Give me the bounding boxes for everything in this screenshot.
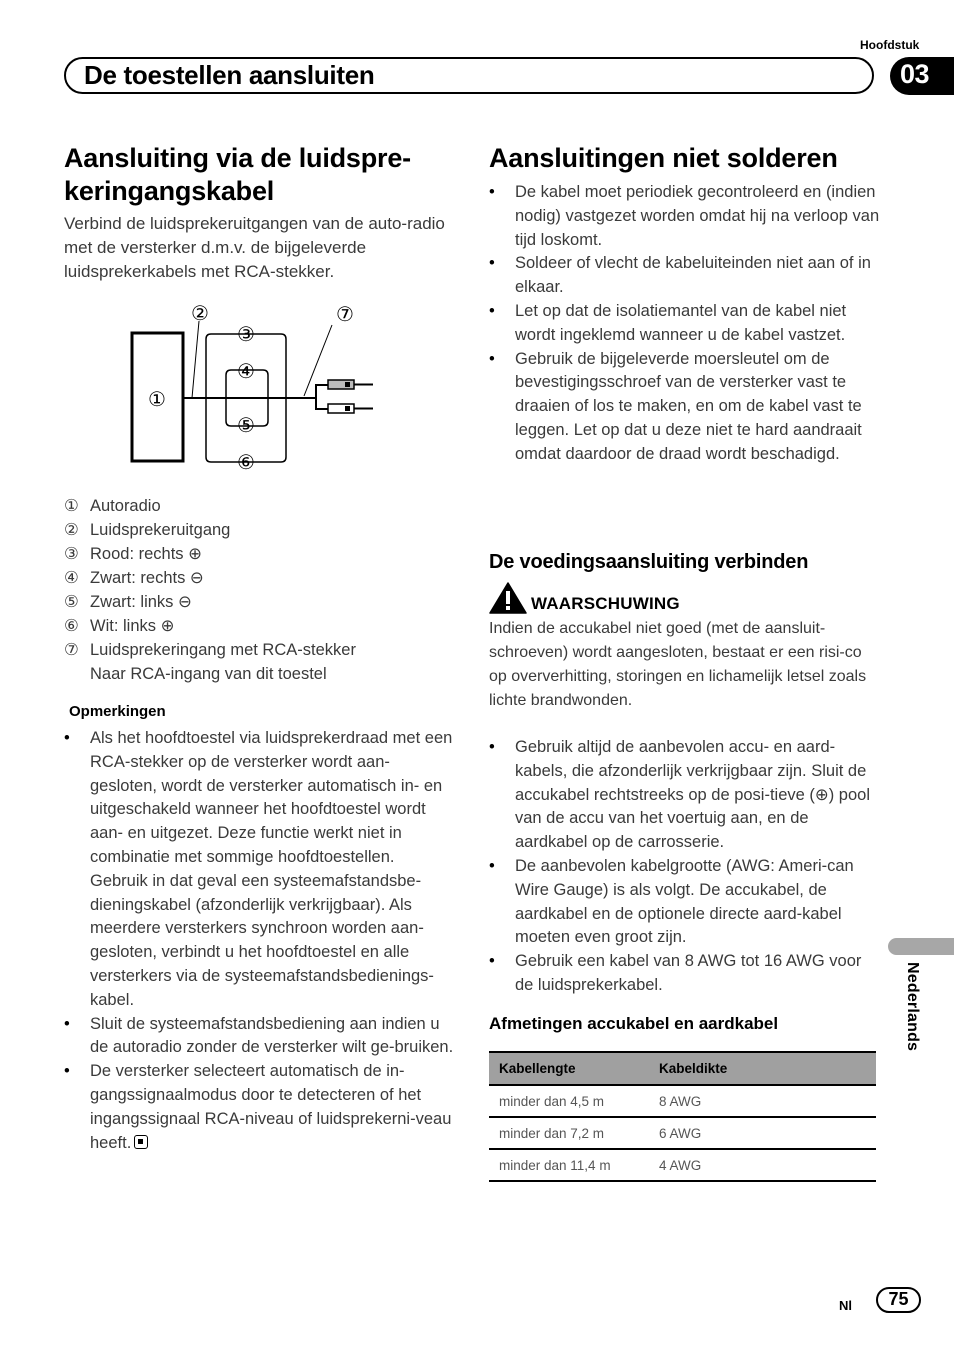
bullet-item: • Gebruik een kabel van 8 AWG tot 16 AWG voor de luidsprekerkabel.	[489, 950, 881, 998]
callout-7: ⑦	[336, 302, 354, 326]
bullet-item: • De kabel moet periodiek gecontroleerd en (indien nodig) vastgezet worden omdat hij na verloop van tijd loskomt.	[489, 181, 881, 252]
legend-item: ⑤ Zwart: links ⊖	[64, 593, 192, 611]
cell-thickness: 4 AWG	[649, 1149, 876, 1181]
cell-length: minder dan 7,2 m	[489, 1117, 649, 1149]
table-row	[489, 1117, 876, 1149]
soldering-bullets	[489, 181, 881, 467]
bullet-item: • De aanbevolen kabelgrootte (AWG: Ameri-can Wire Gauge) is als volgt. De accukabel, de aardkabel en de optionele directe aard-kabel moeten even groot zijn.	[489, 855, 881, 950]
cell-thickness: 8 AWG	[649, 1085, 876, 1117]
legend-item: ③ Rood: rechts ⊕	[64, 545, 202, 563]
bullet-item: • Gebruik de bijgeleverde moersleutel om de bevestigingsschroef van de versterker vast te draaien of los te maken, en om de kabel vast te leggen. Let op dat u deze niet te hard aandraait omdat daardoor de draad wordt beschadigd.	[489, 348, 881, 467]
footer-language-code: Nl	[839, 1298, 852, 1313]
end-of-section-icon	[134, 1135, 148, 1149]
warning-label: WAARSCHUWING	[531, 594, 680, 613]
callout-2-leader	[192, 321, 199, 398]
column-header-thickness: Kabeldikte	[649, 1052, 876, 1085]
cell-length: minder dan 4,5 m	[489, 1085, 649, 1117]
warning-header	[489, 582, 680, 614]
language-label: Nederlands	[904, 962, 921, 1052]
power-bullets	[489, 736, 881, 998]
right-section-heading: Aansluitingen niet solderen	[489, 143, 838, 173]
rca-plug-white	[328, 404, 354, 413]
legend-item: ⑥ Wit: links ⊕	[64, 617, 175, 635]
table-row	[489, 1149, 876, 1181]
bullet-item: • Soldeer of vlecht de kabeluiteinden niet aan of in elkaar.	[489, 252, 881, 300]
legend-item: ① Autoradio	[64, 497, 161, 515]
notes-list	[64, 727, 456, 1155]
cell-thickness: 6 AWG	[649, 1117, 876, 1149]
bullet-item: • Gebruik altijd de aanbevolen accu- en aard-kabels, die afzonderlijk verkrijgbaar zijn. Sluit de accukabel rechtstreeks op de posi-tieve (⊕) pool van de accu van het voertuig aan, en de aardkabel op de carrosserie.	[489, 736, 881, 855]
intro-paragraph: Verbind de luidsprekeruitgangen van de auto-radio met de versterker d.m.v. de bijgeleverde luidsprekerkabels met RCA-stekker.	[64, 214, 445, 281]
callout-3: ③	[237, 322, 255, 346]
section-title: De toestellen aansluiten	[84, 60, 375, 90]
callout-5: ⑤	[237, 413, 255, 437]
legend-item: ② Luidsprekeruitgang	[64, 521, 231, 539]
page-number: 75	[876, 1287, 921, 1313]
warning-triangle-icon	[489, 582, 527, 614]
chapter-number: 03	[900, 59, 930, 89]
power-connection-heading: De voedingsaansluiting verbinden	[489, 551, 809, 573]
chapter-label: Hoofdstuk	[860, 38, 920, 52]
note-item: • Sluit de systeemafstandsbediening aan indien u de autoradio zonder de versterker wilt ge-bruiken.	[64, 1013, 456, 1061]
language-tab	[888, 938, 954, 955]
cable-size-table	[489, 1051, 876, 1182]
callout-2: ②	[191, 301, 209, 325]
note-item: • Als het hoofdtoestel via luidsprekerdraad met een RCA-stekker op de versterker wordt aan-gesloten, wordt de versterker automatisch in- en uitgeschakeld wanneer het hoofdtoestel wordt aan- en uitgezet. Deze functie werkt niet in combinatie met sommige hoofdtoestellen. Gebruik in dat geval een systeemafstandsbe-dieningskabel (afzonderlijk verkrijgbaar). Als meerdere versterkers synchroon worden aan-gesloten, verbindt u het hoofdtoestel en alle versterkers via de systeemafstandsbedienings-kabel.	[64, 727, 456, 1013]
legend-item-subtext: Naar RCA-ingang van dit toestel	[90, 665, 327, 683]
warning-text: Indien de accukabel niet goed (met de aansluit-schroeven) wordt aangesloten, bestaat er een risi-co op oververhitting, storingen en lichamelijk letsel zoals lichte brandwonden.	[489, 620, 867, 709]
legend-item: ④ Zwart: rechts ⊖	[64, 569, 204, 587]
rca-plug-red	[328, 380, 354, 389]
connection-diagram	[120, 295, 390, 475]
callout-1: ①	[148, 387, 166, 411]
table-header-row	[489, 1052, 876, 1085]
callout-4: ④	[237, 359, 255, 383]
left-section-heading	[64, 142, 464, 208]
bullet-item: • Let op dat de isolatiemantel van de kabel niet wordt ingeklemd wanneer u de kabel vastzet.	[489, 300, 881, 348]
cell-length: minder dan 11,4 m	[489, 1149, 649, 1181]
cable-table-heading: Afmetingen accukabel en aardkabel	[489, 1014, 779, 1033]
rca-split	[305, 385, 328, 409]
diagram-legend	[64, 494, 464, 686]
legend-item: ⑦ Luidsprekeringang met RCA-stekker	[64, 641, 356, 659]
column-header-length: Kabellengte	[489, 1052, 649, 1085]
table-row	[489, 1085, 876, 1117]
note-item: • De versterker selecteert automatisch de in-gangssignaalmodus door te detecteren of het ingangssignaal RCA-niveau of luidsprekerni-veau heeft.	[64, 1060, 456, 1155]
left-heading-line-1: Aansluiting via de luidspre-	[64, 143, 411, 173]
notes-heading: Opmerkingen	[69, 703, 166, 720]
left-heading-line-2: keringangskabel	[64, 176, 275, 206]
callout-6: ⑥	[237, 450, 255, 474]
